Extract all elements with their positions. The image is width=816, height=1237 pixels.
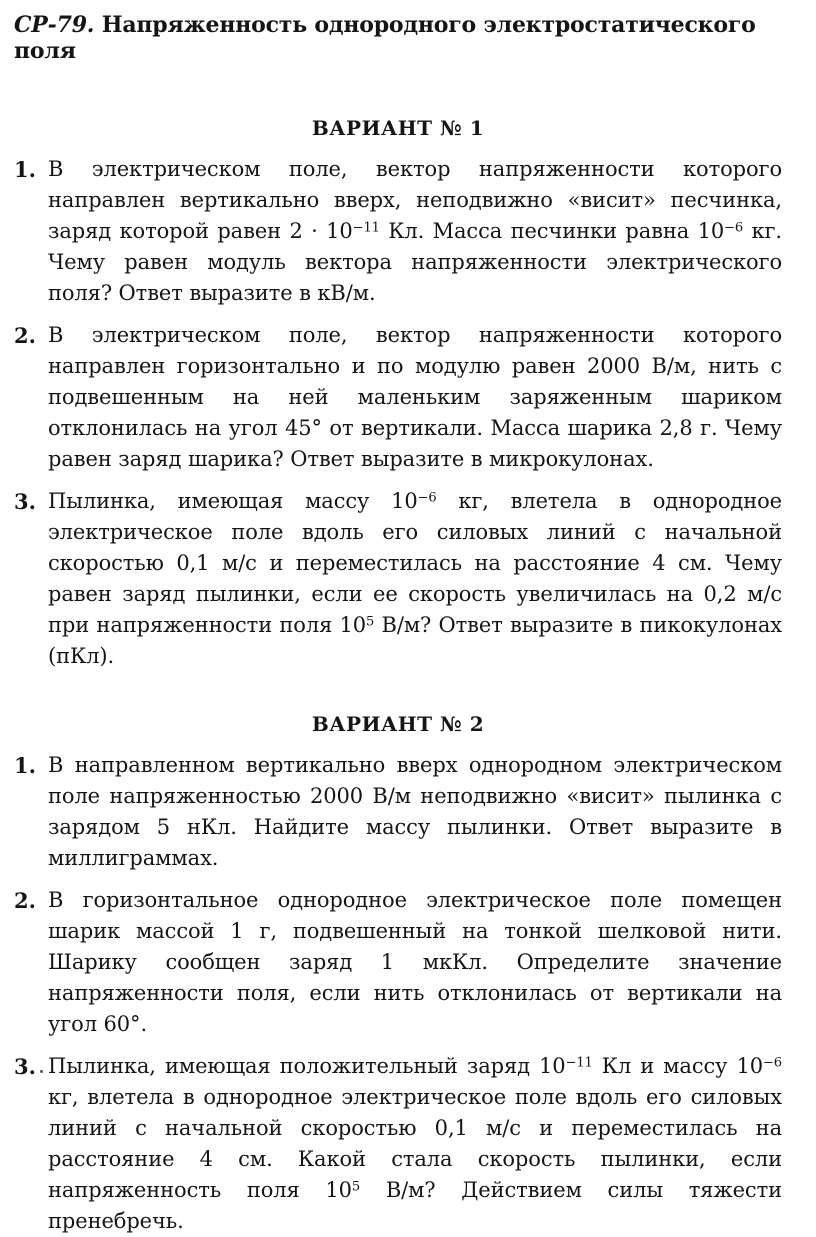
problem-text (48, 486, 782, 672)
text-part: В/м? Действием силы тяжести пренебречь. (48, 1178, 782, 1233)
text-part: Пылинка, имеющая положительный заряд 10 (48, 1054, 566, 1078)
exponent: −11 (565, 1055, 593, 1071)
text-part: В горизонтальное однородное электрическое поле помещен шарик массой 1 г, подвешенный на тонкой шелковой нити. Шарику сообщен заряд 1 мкКл. Определите значение напряженности поля, если нить отклонилась от вертикали на угол 60°. (48, 888, 782, 1036)
exponent: 5 (366, 614, 375, 630)
problem-number: 2. (14, 323, 36, 348)
problem-number: 3. (14, 489, 36, 514)
text-part: кг. Чему равен модуль вектора напряженности электрического поля? Ответ выразите в кВ/м. (48, 219, 783, 305)
text-part: кг, влетела в однородное электрическое поле вдоль его силовых линий с начальной скоростью 0,1 м/с и переместилась на расстояние 4 см. Чему равен заряд пылинки, если ее скорость увеличилась на 0,2 м/с при напряженности поля 10 (48, 489, 783, 637)
exponent: −11 (352, 220, 380, 236)
problem-2-2 (14, 885, 782, 1040)
exponent: −6 (417, 490, 437, 506)
problem-text (48, 1051, 782, 1237)
problem-2-3 (14, 1051, 782, 1237)
text-part: Кл. Масса песчинки равна 10 (379, 219, 725, 243)
variant-2 (14, 712, 782, 1237)
problem-text (48, 750, 782, 874)
scan-speck (40, 1070, 43, 1073)
text-part: Пылинка, имеющая массу 10 (48, 489, 418, 513)
text-part: В электрическом поле, вектор напряженности которого направлен горизонтально и по модулю равен 2000 В/м, нить с подвешенным на ней маленьким заряженным шариком отклонилась на угол 45° от вертикали. Масса шарика 2,8 г. Чему равен заряд шарика? Ответ выразите в микрокулонах. (48, 323, 782, 471)
problem-2-1 (14, 750, 782, 874)
problem-text (48, 320, 782, 475)
worksheet-code: СР-79. (14, 12, 95, 38)
variant-2-problems (14, 750, 782, 1237)
variant-2-heading: ВАРИАНТ № 2 (311, 712, 485, 736)
variant-1 (14, 116, 782, 672)
problem-number: 3. (14, 1054, 36, 1079)
problem-number: 1. (14, 157, 36, 182)
exponent: 5 (351, 1179, 361, 1195)
problem-1-3 (14, 486, 782, 672)
variant-1-problems (14, 154, 782, 672)
text-part: В/м? Ответ выразите в пикокулонах (пКл). (48, 613, 783, 668)
problem-text (48, 154, 782, 309)
problem-number: 1. (14, 753, 36, 778)
problem-1-2 (14, 320, 782, 475)
text-part: Кл и массу 10 (592, 1054, 764, 1078)
text-part: В направленном вертикально вверх однородном электрическом поле напряженностью 2000 В/м неподвижно «висит» пылинка с зарядом 5 нКл. Найдите массу пылинки. Ответ выразите в миллиграммах. (48, 753, 782, 870)
variant-1-heading: ВАРИАНТ № 1 (311, 116, 485, 140)
exponent: −6 (724, 220, 744, 236)
problem-1-1 (14, 154, 782, 309)
worksheet-title-text: Напряженность однородного электростатического поля (14, 12, 756, 64)
page-title (14, 12, 782, 64)
text-part: В электрическом поле, вектор напряженности которого направлен вертикально вверх, неподвижно «висит» песчинка, заряд которой равен 2 · 10 (48, 157, 782, 243)
problem-number: 2. (14, 888, 36, 913)
exponent: −6 (763, 1055, 782, 1071)
text-part: кг, влетела в однородное электрическое поле вдоль его силовых линий с начальной скоростью 0,1 м/с и переместилась на расстояние 4 см. Какой стала скорость пылинки, если напряженность поля 10 (48, 1085, 782, 1202)
problem-text (48, 885, 782, 1040)
